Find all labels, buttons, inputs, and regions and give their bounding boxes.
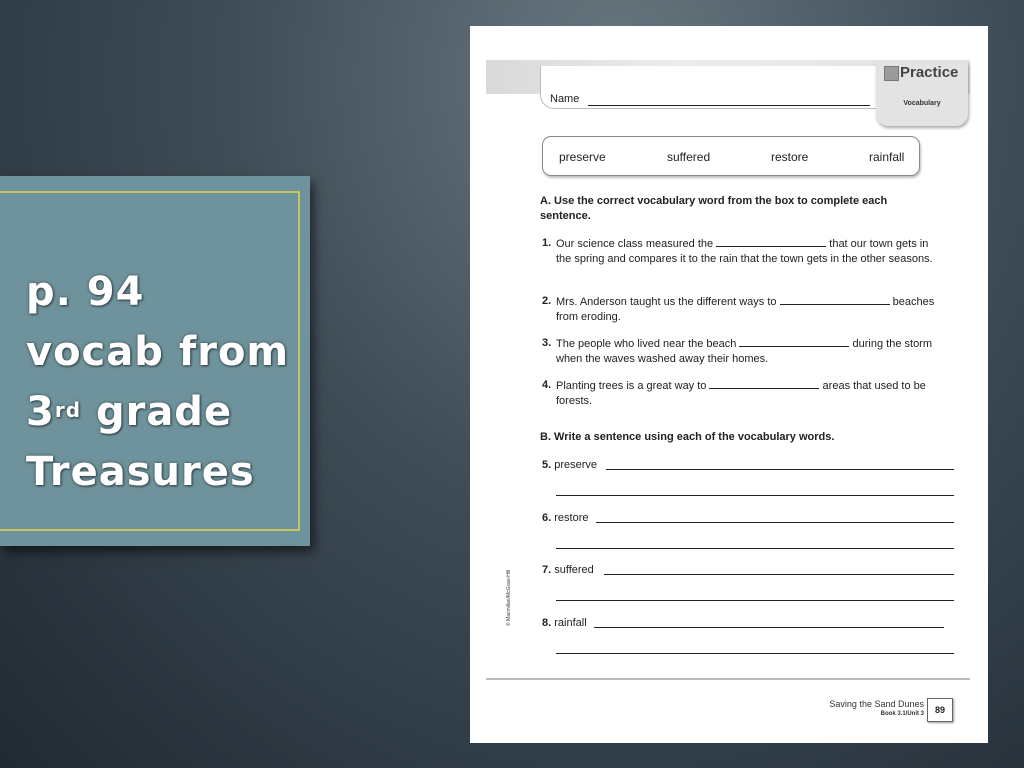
question-before: Planting trees is a great way to	[556, 380, 707, 392]
section-b-heading: B. Write a sentence using each of the vocabulary words.	[540, 431, 835, 443]
question-item	[542, 378, 942, 407]
write-item-number: 7.	[542, 564, 552, 576]
question-item	[542, 236, 942, 265]
write-line	[594, 627, 944, 628]
write-item-word: rainfall	[554, 617, 587, 629]
write-line	[606, 469, 954, 470]
question-after: areas that used to be forests.	[556, 380, 926, 407]
slide-title	[26, 262, 289, 502]
title-line-3-pre: 3	[26, 389, 55, 435]
question-before: Our science class measured the	[556, 238, 714, 250]
answer-blank	[739, 336, 849, 347]
name-line	[588, 105, 870, 106]
question-before: The people who lived near the beach	[556, 338, 737, 350]
footer-subtitle: Book 3.1/Unit 3	[880, 711, 924, 717]
word-box	[542, 136, 920, 176]
question-number: 3.	[542, 337, 552, 349]
page-number: 89	[927, 698, 953, 722]
answer-blank	[716, 236, 826, 247]
write-item-label	[542, 564, 594, 576]
write-item-number: 8.	[542, 617, 552, 629]
question-number: 2.	[542, 295, 552, 307]
write-line	[604, 574, 954, 575]
question-number: 4.	[542, 379, 552, 391]
question-text	[556, 336, 946, 367]
practice-label: Practice	[900, 64, 959, 81]
write-item-number: 6.	[542, 512, 552, 524]
copyright-notice: © Macmillan/McGraw-Hill	[506, 569, 512, 626]
footer-divider	[486, 678, 970, 680]
question-after: that our town gets in the spring and compares it to the rain that the town gets in the other seasons.	[556, 238, 933, 265]
worksheet-page	[470, 26, 988, 743]
title-line-1: p. 94	[26, 269, 145, 315]
write-line	[556, 600, 954, 601]
slide-title-panel	[0, 176, 310, 546]
title-line-2: vocab from	[26, 329, 290, 375]
name-bar	[540, 66, 881, 109]
word-box-word: restore	[771, 150, 809, 164]
write-item-word: restore	[554, 512, 589, 524]
word-box-word: suffered	[667, 150, 711, 164]
write-item-word: suffered	[554, 564, 594, 576]
answer-blank	[780, 294, 890, 305]
question-text	[556, 236, 946, 267]
footer-title: Saving the Sand Dunes	[829, 699, 924, 709]
title-line-3	[26, 382, 289, 442]
section-a-heading: A. Use the correct vocabulary word from the box to complete each sentence.	[540, 195, 888, 222]
write-line	[556, 653, 954, 654]
word-box-word: rainfall	[869, 150, 905, 164]
question-before: Mrs. Anderson taught us the different ways to	[556, 296, 777, 308]
name-label: Name	[550, 93, 580, 105]
question-item	[542, 294, 942, 323]
write-line	[596, 522, 954, 523]
question-after: during the storm when the waves washed away their homes.	[556, 338, 933, 365]
question-number: 1.	[542, 237, 552, 249]
word-box-word: preserve	[559, 150, 606, 164]
vocabulary-label: Vocabulary	[903, 100, 941, 107]
write-item-label	[542, 512, 589, 524]
practice-square-icon	[884, 66, 899, 81]
question-item	[542, 336, 942, 365]
write-item-number: 5.	[542, 459, 552, 471]
question-after: beaches from eroding.	[556, 296, 935, 323]
practice-tab	[876, 62, 968, 126]
question-text	[556, 294, 946, 325]
write-item-word: preserve	[554, 459, 598, 471]
write-item-label	[542, 617, 587, 629]
write-line	[556, 495, 954, 496]
write-item-label	[542, 459, 597, 471]
answer-blank	[709, 378, 819, 389]
title-line-3-sup: rd	[54, 398, 82, 422]
title-line-4: Treasures	[26, 449, 255, 495]
question-text	[556, 378, 946, 409]
title-line-3-post: grade	[81, 389, 233, 435]
write-line	[556, 548, 954, 549]
